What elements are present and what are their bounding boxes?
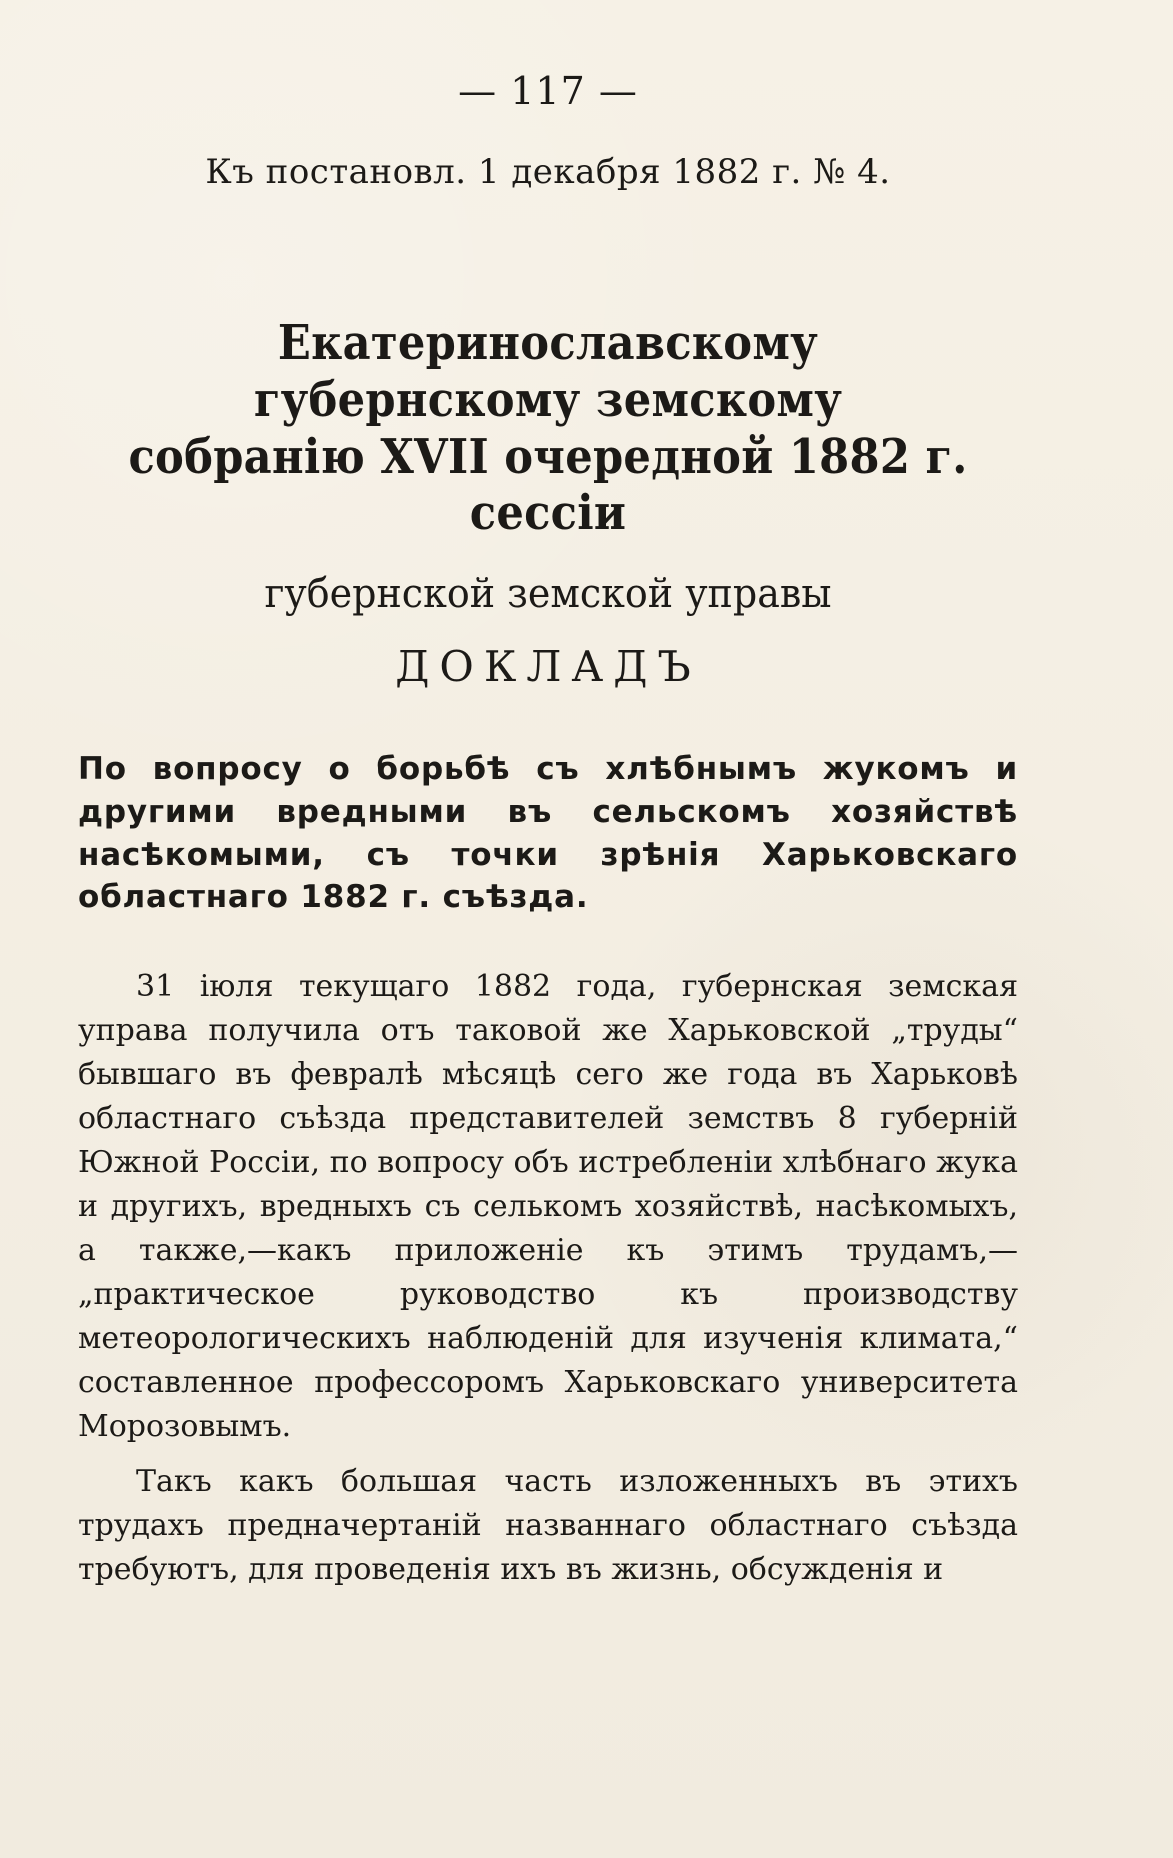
subject-paragraph: По вопросу о борьбѣ съ хлѣбнымъ жукомъ и другими вредными въ сельскомъ хозяйствѣ насѣкомыми, съ точки зрѣнія Харьковскаго областнаго 1882 г. съѣзда.	[78, 751, 1018, 916]
body-text	[78, 965, 1018, 1592]
document-content	[78, 69, 1018, 1604]
resolution-reference: Къ постановл. 1 декабря 1882 г. № 4.	[205, 152, 891, 192]
report-title: ДОКЛАДЪ	[395, 641, 701, 691]
body-paragraph-1: 31 іюля текущаго 1882 года, губернская земская управа получила отъ таковой же Харьковской „труды“ бывшаго въ февралѣ мѣсяцѣ сего же года въ Харьковѣ областнаго съѣзда представителей земствъ 8 губерній Южной Россіи, по вопросу объ истребленіи хлѣбнаго жука и другихъ, вредныхъ съ селькомъ хозяйствѣ, насѣкомыхъ, а также,—какъ приложеніе къ этимъ трудамъ,—„практическое руководство къ производству метеорологическихъ наблюденій для изученія климата,“ составленное профессоромъ Харьковскаго университета Морозовымъ.	[78, 969, 1018, 1444]
body-paragraph-2: Такъ какъ большая часть изложенныхъ въ этихъ трудахъ предначертаній названнаго областнаго съѣзда требуютъ, для проведенія ихъ въ жизнь, обсужденія и	[78, 1464, 1018, 1588]
heading-line-1: Екатеринославскому губернскому земскому	[253, 315, 843, 429]
heading-subtitle: губернской земской управы	[264, 570, 832, 617]
document-heading	[78, 315, 1018, 690]
heading-line-2: собранію XVII очередной 1882 г. сессіи	[128, 428, 968, 542]
page-number: — 117 —	[458, 69, 638, 113]
